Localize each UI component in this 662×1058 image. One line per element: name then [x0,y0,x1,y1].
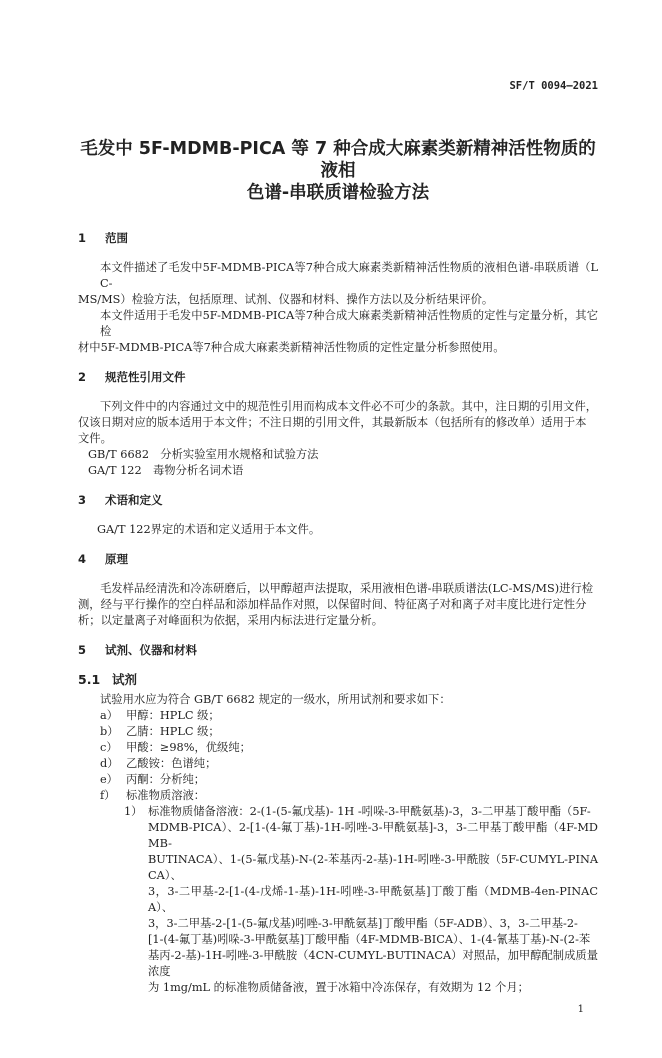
document-number: SF/T 0094—2021 [509,80,598,92]
section-number: 5.1 [78,672,101,687]
document-body [78,230,598,996]
list-item-text: 甲醇：HPLC 级； [126,709,220,722]
page-number: 1 [577,1004,584,1015]
list-item-text: 标准物质溶液： [126,789,206,802]
list-marker: c） [100,741,118,754]
sub-list-line: 为 1mg/mL 的标准物质储备液，置于冰箱中冷冻保存，有效期为 12 个月； [148,981,529,994]
sub-list-line: 基丙-2-基)-1H-吲唑-3-甲酰胺（4CN-CUMYL-BUTINACA）对照品，加甲醇配制成质量浓度 [148,949,598,978]
section-number: 3 [78,493,87,507]
list-marker: e） [100,773,118,786]
list-item [78,788,598,804]
list-item [78,756,598,772]
paragraph-line: 下列文件中的内容通过文中的规范性引用而构成本文件必不可少的条款。其中，注日期的引用文件， [100,400,598,413]
sub-list-line: 3，3-二甲基-2-[1-(4-戊烯-1-基)-1H-吲唑-3-甲酰氨基]丁酸丁酯（MDMB-4en-PINACA）、 [148,885,598,914]
reference-item: GA/T 122 毒物分析名词术语 [88,464,244,477]
section-number: 4 [78,552,87,566]
list-item-text: 丙酮：分析纯； [126,773,206,786]
list-item-text: 乙酸铵：色谱纯； [126,757,217,770]
list-marker: f） [100,789,116,802]
list-marker: b） [100,725,119,738]
section-title: 范围 [105,231,128,245]
list-item [78,740,598,756]
section-number: 2 [78,370,87,384]
section-heading-s51 [78,672,598,688]
document-title-line-2: 色谱-串联质谱检验方法 [246,183,430,203]
sub-list-line: 3，3-二甲基-2-[1-(5-氟戊基)吲唑-3-甲酰氨基]丁酸甲酯（5F-ADB）、3，3-二甲基-2- [148,917,578,930]
section-heading-s4 [78,551,598,567]
section-number: 5 [78,643,87,657]
paragraph-line: MS/MS）检验方法，包括原理、试剂、仪器和材料、操作方法以及分析结果评价。 [78,293,494,306]
paragraph-line: 测，经与平行操作的空白样品和添加样品作对照，以保留时间、特征离子对和离子对丰度比进行定性分 [78,598,587,611]
list-item [78,772,598,788]
section-heading-s2 [78,369,598,385]
section-title: 原理 [105,552,128,566]
paragraph-line: 试验用水应为符合 GB/T 6682 规定的一级水，所用试剂和要求如下： [100,693,451,706]
section-number: 1 [78,231,87,245]
paragraph-line: 本文件适用于毛发中5F-MDMB-PICA等7种合成大麻素类新精神活性物质的定性与定量分析，其它检 [100,309,598,338]
sub-list-marker: 1） [124,805,143,818]
sub-list-item [78,804,598,996]
section-heading-s1 [78,230,598,246]
section-heading-s3 [78,492,598,508]
list-marker: d） [100,757,119,770]
paragraph-line: 析；以定量离子对峰面积为依据，采用内标法进行定量分析。 [78,614,384,627]
list-item [78,724,598,740]
section-title: 术语和定义 [105,493,163,507]
section-heading-s5 [78,642,598,658]
list-item-text: 甲酸：≥98%，优级纯； [126,741,251,754]
paragraph-line: 材中5F-MDMB-PICA等7种合成大麻素类新精神活性物质的定性定量分析参照使用。 [78,341,505,354]
paragraph-line: 仅该日期对应的版本适用于本文件；不注日期的引用文件，其最新版本（包括所有的修改单）适用于本 [78,416,587,429]
list-item [78,708,598,724]
sub-list-text [148,804,598,996]
list-marker: a） [100,709,119,722]
sub-list-line: MDMB-PICA）、2-[1-(4-氟丁基)-1H-吲唑-3-甲酰氨基]-3，3-二甲基丁酸甲酯（4F-MDMB- [148,821,598,850]
sub-list-line: 标准物质储备溶液：2-(1-(5-氟戊基)- 1H -吲哚-3-甲酰氨基)-3，3-二甲基丁酸甲酯（5F- [148,805,591,818]
reference-item: GB/T 6682 分析实验室用水规格和试验方法 [88,448,319,461]
paragraph-line: 本文件描述了毛发中5F-MDMB-PICA等7种合成大麻素类新精神活性物质的液相色谱-串联质谱（LC- [100,261,598,290]
section-title: 规范性引用文件 [105,370,186,384]
document-title [78,138,598,204]
paragraph-line: 毛发样品经清洗和冷冻研磨后，以甲醇超声法提取，采用液相色谱-串联质谱法(LC-MS/MS)进行检 [100,582,594,595]
paragraph-line: 文件。 [78,432,112,445]
list-item-text: 乙腈：HPLC 级； [126,725,220,738]
sub-list-line: [1-(4-氟丁基)吲哚-3-甲酰氨基]丁酸甲酯（4F-MDMB-BICA）、1-(4-氰基丁基)-N-(2-苯 [148,933,591,946]
paragraph-line: GA/T 122界定的术语和定义适用于本文件。 [97,523,321,536]
sub-list-line: BUTINACA）、1-(5-氟戊基)-N-(2-苯基丙-2-基)-1H-吲唑-3-甲酰胺（5F-CUMYL-PINACA）、 [148,853,598,882]
section-title: 试剂 [112,672,138,687]
document-title-line-1: 毛发中 5F-MDMB-PICA 等 7 种合成大麻素类新精神活性物质的液相 [80,139,596,181]
section-title: 试剂、仪器和材料 [105,643,197,657]
